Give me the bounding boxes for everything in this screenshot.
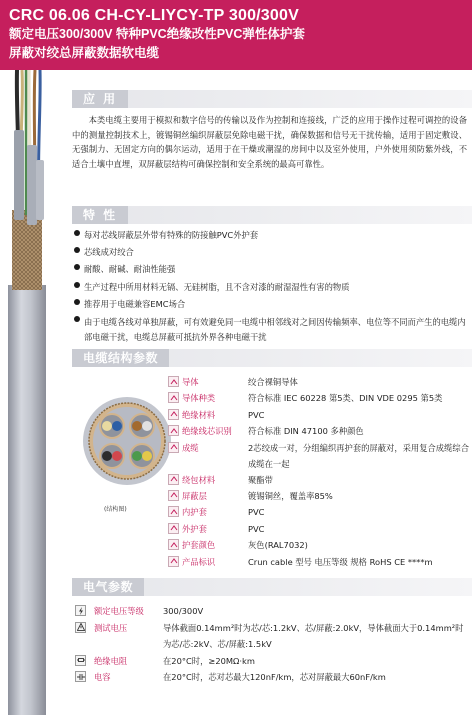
structure-row: 导体种类 符合标准 IEC 60228 第5类、DIN VDE 0295 第5类 <box>168 390 468 406</box>
application-text: 本类电缆主要用于模拟和数字信号的传输以及作为控制和连接线，广泛的应用于操作过程可调控的设备中的测量控制技术上，镀锡铜丝编织屏蔽层免除电磁干扰，确保数据和信号无干扰传输，适用于固定敷设、无强制力、无固定方向的偶尔运动，适用于在干燥或潮湿的房间中以及室外使用，户外使用须防紫外线，不适合土壤中直埋，双屏蔽层结构可确保控制和安全系统的最高可靠性。 <box>72 115 467 169</box>
structure-row: 产品标识 Crun cable 型号 电压等级 规格 RoHS CE ****m <box>168 554 468 570</box>
feature-item: 芯线成对绞合 <box>72 246 467 258</box>
bullet-icon <box>74 316 80 322</box>
structure-row: 护套颜色 灰色(RAL7032) <box>168 537 468 553</box>
lightning-icon <box>75 605 86 616</box>
bullet-icon <box>74 264 80 270</box>
conductor-icon <box>168 409 179 420</box>
structure-row: 外护套 PVC <box>168 521 468 537</box>
conductor-icon <box>168 392 179 403</box>
conductor-icon <box>168 556 179 567</box>
structure-row: 绝缘线芯识别 符合标准 DIN 47100 多种颜色 <box>168 423 468 439</box>
cable-illustration <box>0 70 60 715</box>
features-section-bar <box>72 206 472 224</box>
bullet-icon <box>74 299 80 305</box>
cross-section-diagram <box>82 393 172 493</box>
conductor-icon <box>168 539 179 550</box>
electrical-heading: 电气参数 <box>72 578 144 596</box>
bullet-icon <box>74 247 80 253</box>
cross-section-caption: (结构图) <box>104 506 127 513</box>
product-code: CRC 06.06 CH-CY-LIYCY-TP 300/300V <box>9 7 299 24</box>
conductor-icon <box>168 442 179 453</box>
bullet-icon <box>74 282 80 288</box>
bullet-icon <box>74 230 80 236</box>
electrical-row: 电容 在20°C时，芯对芯最大120nF/km，芯对屏蔽最大60nF/km <box>75 669 470 686</box>
feature-item: 耐酸、耐碱、耐油性能强 <box>72 263 467 275</box>
warning-icon <box>75 622 86 633</box>
feature-item: 生产过程中所用材料无镉、无硅树脂，且不含对漆的耐湿湿性有害的物质 <box>72 281 467 293</box>
feature-item: 由于电缆各线对单独屏蔽，可有效避免同一电缆中相邻线对之间因传输频率、电位等不同而产生的电缆内部电磁干扰，电缆总屏蔽可抵抗外界各种电磁干扰 <box>72 315 467 345</box>
electrical-table <box>75 603 470 686</box>
structure-row: 绕包材料 聚酯带 <box>168 472 468 488</box>
features-list <box>72 229 467 350</box>
conductor-icon <box>168 506 179 517</box>
product-subtitle-1: 额定电压300/300V 特种PVC绝缘改性PVC弹性体护套 <box>9 27 305 41</box>
structure-row: 绝缘材料 PVC <box>168 407 468 423</box>
structure-row: 成缆 2芯绞成一对，分组编织再护套的屏蔽对，采用复合成缆综合成缆在一起 <box>168 440 468 472</box>
conductor-icon <box>168 523 179 534</box>
feature-item: 推荐用于电磁兼容EMC场合 <box>72 298 467 310</box>
electrical-row: 额定电压等级 300/300V <box>75 603 470 620</box>
electrical-row: 绝缘电阻 在20°C时，≥20MΩ·km <box>75 653 470 670</box>
application-section-bar <box>72 90 472 108</box>
capacitor-icon <box>75 671 86 682</box>
conductor-icon <box>168 425 179 436</box>
structure-row: 内护套 PVC <box>168 504 468 520</box>
title-banner <box>0 0 472 70</box>
resistance-icon <box>75 655 86 666</box>
structure-heading: 电缆结构参数 <box>72 349 169 367</box>
conductor-icon <box>168 490 179 501</box>
conductor-icon <box>168 474 179 485</box>
feature-item: 每对芯线屏蔽层外带有特殊的防接触PVC外护套 <box>72 229 467 241</box>
structure-row: 导体 绞合裸铜导体 <box>168 374 468 390</box>
features-heading: 特 性 <box>72 206 128 224</box>
conductor-icon <box>168 376 179 387</box>
electrical-row: 测试电压 导体截面0.14mm²时为芯/芯:1.2kV、芯/屏蔽:2.0kV，导体截面大于0.14mm²时为芯/芯:2kV、芯/屏蔽:1.5kV <box>75 620 470 653</box>
product-subtitle-2: 屏蔽对绞总屏蔽数据软电缆 <box>9 46 160 60</box>
structure-row: 屏蔽层 镀锡铜丝，覆盖率85% <box>168 488 468 504</box>
structure-table <box>168 374 468 570</box>
application-heading: 应 用 <box>72 90 128 108</box>
